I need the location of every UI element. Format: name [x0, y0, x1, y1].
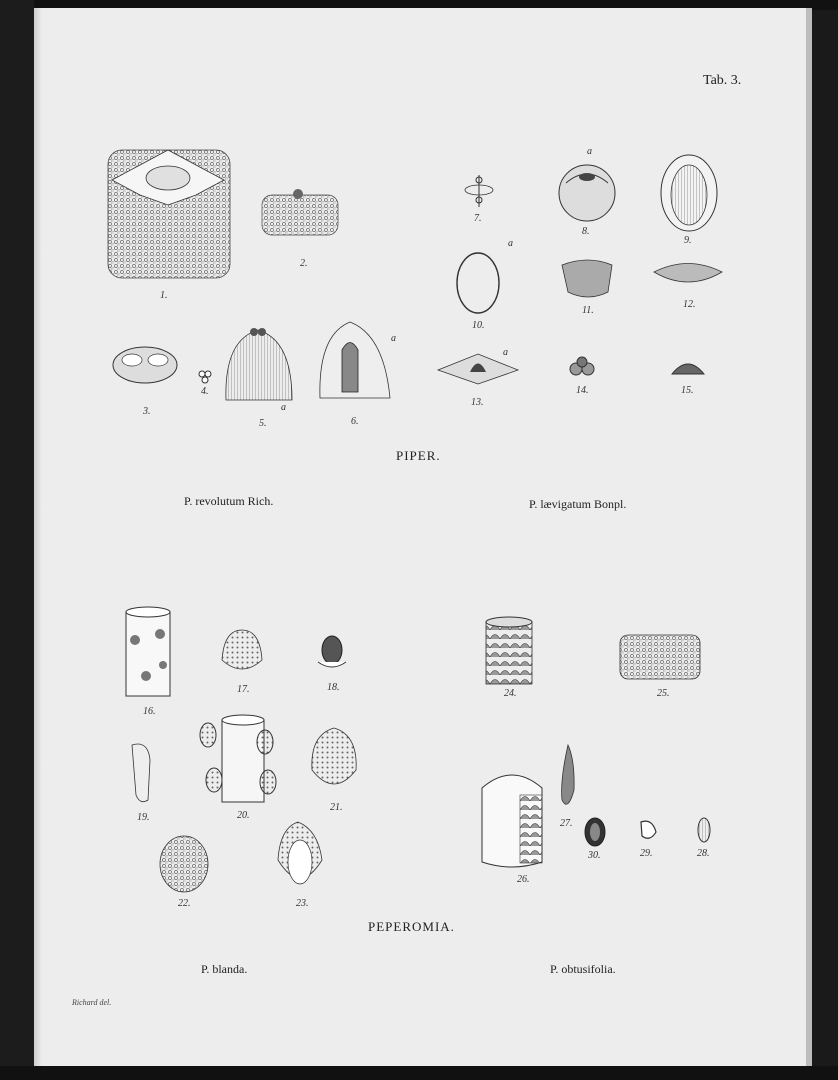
figure-27 — [562, 745, 575, 804]
figure-23 — [278, 822, 322, 884]
figure-number: 14. — [576, 385, 589, 396]
figure-2 — [262, 189, 338, 235]
figure-26 — [482, 775, 542, 867]
species-label-blanda: P. blanda. — [201, 962, 248, 976]
figure-number: 1. — [160, 290, 168, 301]
figure-letter: a — [508, 238, 513, 249]
figure-30 — [585, 818, 605, 846]
figure-number: 23. — [296, 898, 309, 909]
figure-number: 21. — [330, 802, 343, 813]
figure-12 — [654, 264, 722, 283]
figure-letter: a — [503, 347, 508, 358]
plate-number: Tab. 3. — [703, 73, 742, 88]
genus-title-peperomia: PEPEROMIA. — [368, 919, 455, 934]
figure-1 — [108, 150, 230, 278]
figure-13 — [438, 354, 518, 384]
figure-letter: a — [281, 402, 286, 413]
figure-number: 17. — [237, 684, 250, 695]
figure-letter: a — [587, 146, 592, 157]
figure-16 — [126, 607, 170, 696]
figure-number: 29. — [640, 848, 653, 859]
figure-3 — [113, 347, 177, 383]
figure-4 — [199, 371, 211, 383]
figure-6 — [320, 322, 390, 398]
figure-number: 9. — [684, 235, 692, 246]
figure-24 — [486, 617, 532, 684]
figure-number: 5. — [259, 418, 267, 429]
figure-number: 20. — [237, 810, 250, 821]
figure-17 — [222, 630, 262, 669]
artist-credit: Richard del. — [72, 998, 112, 1007]
figure-number: 30. — [588, 850, 601, 861]
figure-letter: a — [391, 333, 396, 344]
figure-11 — [562, 260, 612, 297]
figure-7 — [465, 175, 493, 207]
genus-title-piper: PIPER. — [396, 448, 441, 463]
figure-25 — [620, 635, 700, 679]
figure-number: 7. — [474, 213, 482, 224]
figure-29 — [641, 821, 656, 838]
figure-number: 4. — [201, 386, 209, 397]
figure-number: 19. — [137, 812, 150, 823]
figure-8 — [559, 165, 615, 221]
figure-number: 16. — [143, 706, 156, 717]
figure-number: 3. — [143, 406, 151, 417]
figure-19 — [132, 744, 150, 802]
figure-number: 24. — [504, 688, 517, 699]
figure-number: 26. — [517, 874, 530, 885]
figure-number: 28. — [697, 848, 710, 859]
figure-14 — [570, 357, 594, 375]
figure-number: 22. — [178, 898, 191, 909]
figure-10 — [457, 253, 499, 313]
figure-number: 15. — [681, 385, 694, 396]
figure-number: 2. — [300, 258, 308, 269]
figure-28 — [698, 818, 710, 842]
figure-18 — [318, 636, 346, 667]
figure-number: 6. — [351, 416, 359, 427]
figure-15 — [672, 364, 704, 374]
figure-22 — [160, 836, 208, 892]
figure-number: 12. — [683, 299, 696, 310]
figure-number: 11. — [582, 305, 594, 316]
figure-20 — [200, 715, 276, 802]
figure-5 — [226, 328, 292, 400]
figure-21 — [312, 728, 356, 784]
figure-number: 25. — [657, 688, 670, 699]
figure-number: 13. — [471, 397, 484, 408]
figure-number: 27. — [560, 818, 573, 829]
figure-9 — [661, 155, 717, 231]
species-label-revolutum: P. revolutum Rich. — [184, 494, 274, 508]
species-label-laevigatum: P. lævigatum Bonpl. — [529, 497, 627, 511]
figure-number: 10. — [472, 320, 485, 331]
species-label-obtusifolia: P. obtusifolia. — [550, 962, 616, 976]
figure-number: 18. — [327, 682, 340, 693]
figure-number: 8. — [582, 226, 590, 237]
